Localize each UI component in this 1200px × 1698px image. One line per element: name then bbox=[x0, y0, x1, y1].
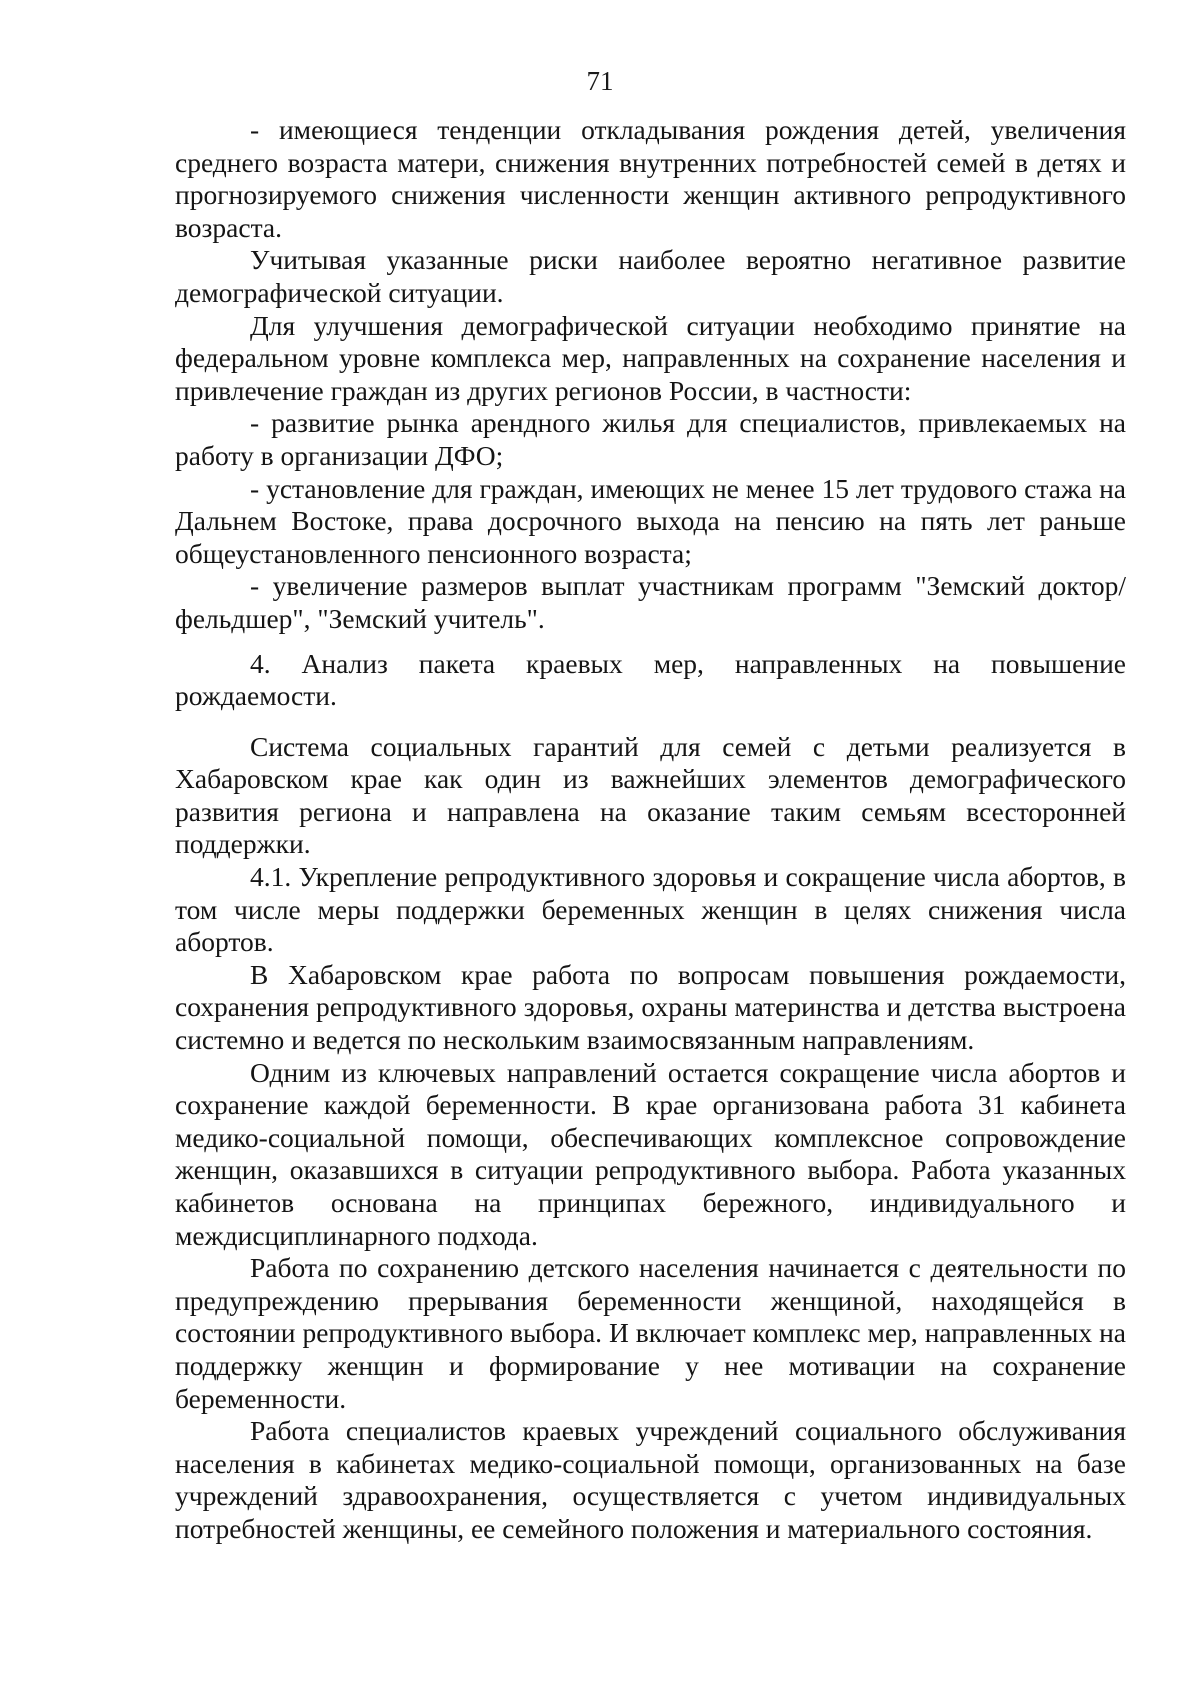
subsection-heading-4-1: 4.1. Укрепление репродуктивного здоровья и сокращение числа абортов, в том числе меры поддержки беременных женщин в целях снижения числа абортов. bbox=[175, 861, 1126, 958]
paragraph-federal-measures: Для улучшения демографической ситуации необходимо принятие на федеральном уровне комплекса мер, направленных на сохранение населения и привлечение граждан из других регионов России, в частности: bbox=[175, 309, 1126, 406]
list-item-zemsky-payments: - увеличение размеров выплат участникам программ "Земский доктор/ фельдшер", "Земский учитель". bbox=[175, 570, 1126, 634]
paragraph-systemic-work: В Хабаровском крае работа по вопросам повышения рождаемости, сохранения репродуктивного здоровья, охраны материнства и детства выстроена системно и ведется по нескольким взаимосвязанным направлениям. bbox=[175, 958, 1126, 1056]
paragraph-child-population: Работа по сохранению детского населения начинается с деятельности по предупреждению прерывания беременности женщиной, находящейся в состоянии репродуктивного выбора. И включает комплекс мер, направленных на поддержку женщин и формирование у нее мотивации на сохранение беременности. bbox=[175, 1252, 1126, 1414]
paragraph-trend-risks: - имеющиеся тенденции откладывания рождения детей, увеличения среднего возраста матери, снижения внутренних потребностей семей в детях и прогнозируемого снижения численности женщин активного репродуктивного возраста. bbox=[175, 114, 1126, 243]
paragraph-specialists-work: Работа специалистов краевых учреждений социального обслуживания населения в кабинетах медико-социальной помощи, организованных на базе учреждений здравоохранения, осуществляется с учетом индивидуальных потребностей женщины, ее семейного положения и материального состояния. bbox=[175, 1415, 1126, 1544]
paragraph-negative-outlook: Учитывая указанные риски наиболее вероятно негативное развитие демографической ситуации. bbox=[175, 244, 1126, 308]
list-item-early-pension: - установление для граждан, имеющих не менее 15 лет трудового стажа на Дальнем Востоке, права досрочного выхода на пенсию на пять лет раньше общеустановленного пенсионного возраста; bbox=[175, 472, 1126, 569]
section-heading-4: 4. Анализ пакета краевых мер, направленных на повышение рождаемости. bbox=[175, 647, 1126, 712]
document-body bbox=[175, 114, 1126, 1546]
paragraph-abortion-reduction: Одним из ключевых направлений остается сокращение числа абортов и сохранение каждой беременности. В крае организована работа 31 кабинета медико-социальной помощи, обеспечивающих комплексное сопровождение женщин, оказавшихся в ситуации репродуктивного выбора. Работа указанных кабинетов основана на принципах бережного, индивидуального и междисциплинарного подхода. bbox=[175, 1056, 1126, 1251]
page-number: 71 bbox=[586, 66, 614, 96]
paragraph-social-guarantees: Система социальных гарантий для семей с детьми реализуется в Хабаровском крае как один из важнейших элементов демографического развития региона и направлена на оказание таким семьям всесторонней поддержки. bbox=[175, 730, 1126, 860]
list-item-rental-housing: - развитие рынка арендного жилья для специалистов, привлекаемых на работу в организации ДФО; bbox=[175, 407, 1126, 471]
